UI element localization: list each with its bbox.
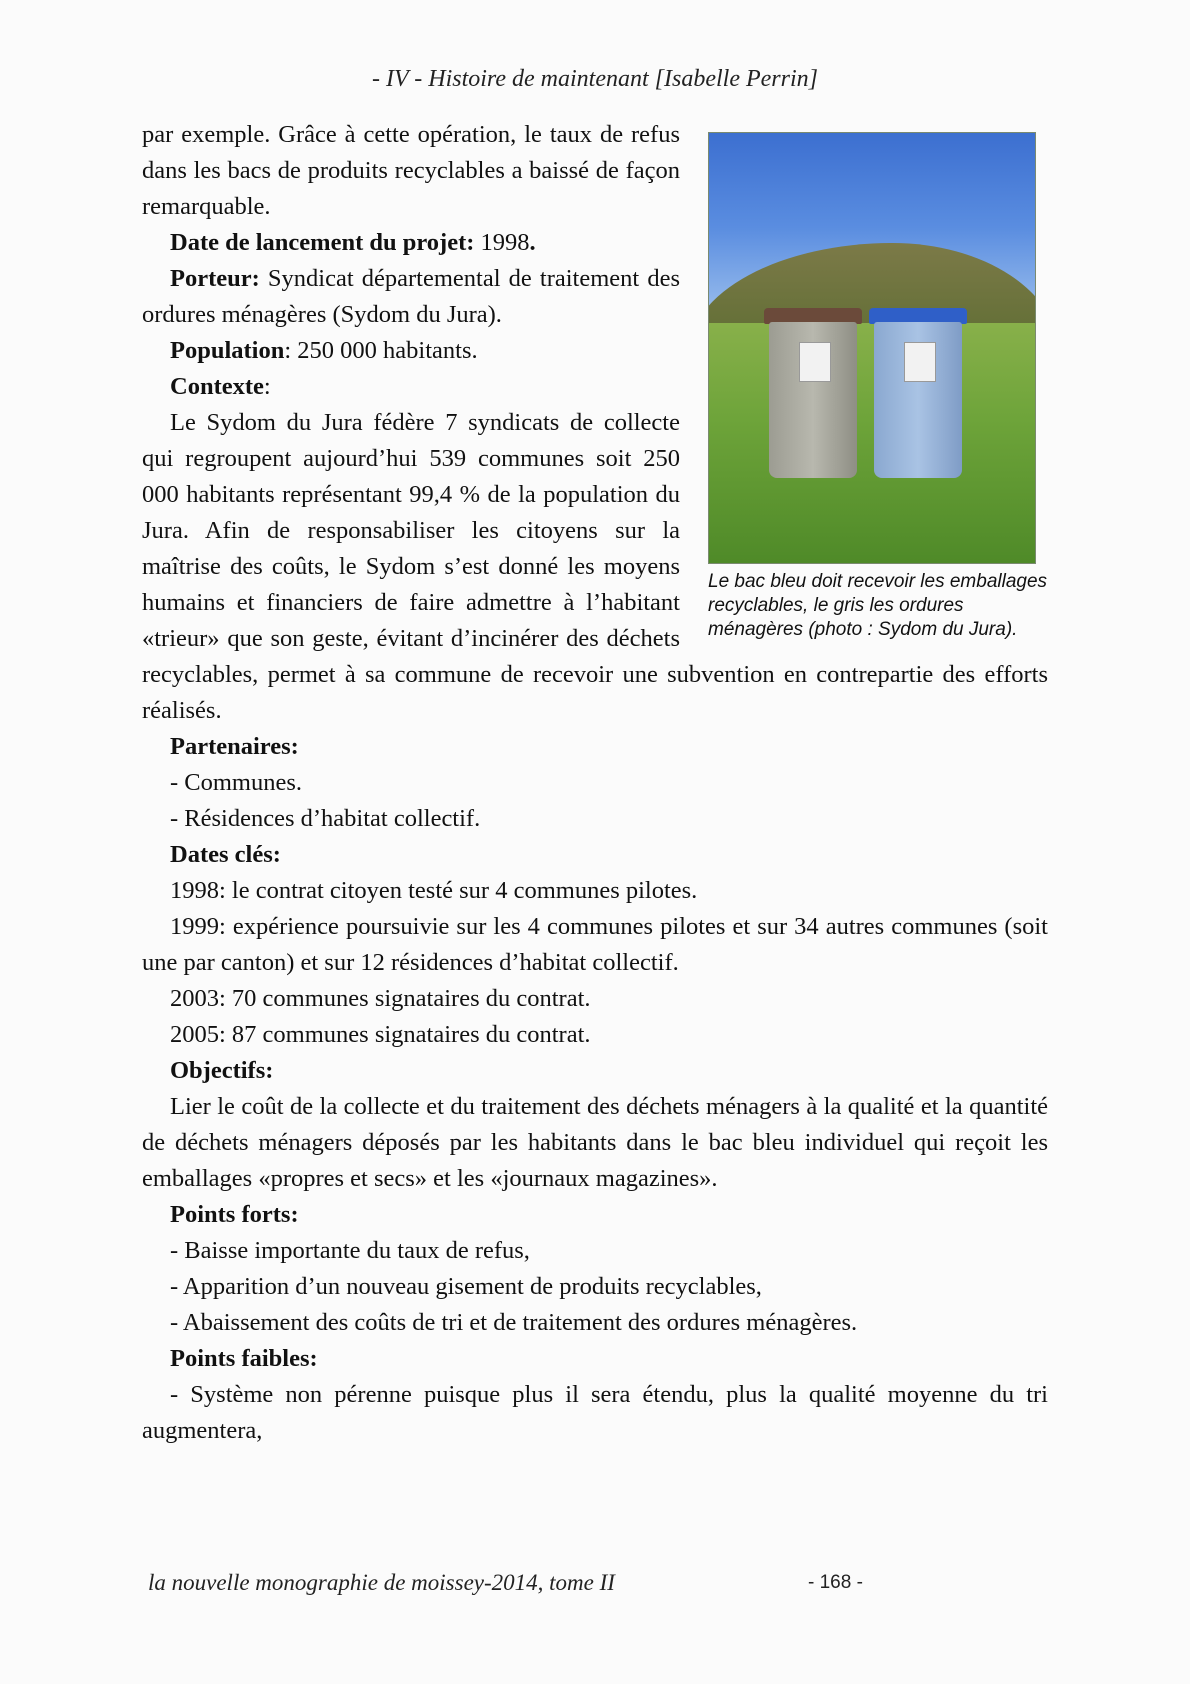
date-item: 1998: le contrat citoyen testé sur 4 communes pilotes.: [170, 877, 698, 904]
recycling-bins-photo: [708, 132, 1036, 564]
bin-logo-icon: [799, 342, 831, 382]
forts-label: Points forts:: [170, 1201, 299, 1228]
footer-book-title: la nouvelle monographie de moissey-2014, tome II: [148, 1570, 615, 1595]
page-number: - 168 -: [808, 1572, 863, 1593]
blue-bin: [874, 308, 962, 478]
list-item: - Communes.: [170, 769, 303, 796]
date-item: 2003: 70 communes signataires du contrat.: [170, 985, 591, 1012]
intro-paragraph: par exemple. Grâce à cette opération, le taux de refus dans les bacs de produits recyclables a baissé de façon remarquable.: [142, 121, 680, 220]
grass: [709, 323, 1035, 563]
page-body: [142, 117, 1048, 1449]
porteur-label: Porteur:: [170, 265, 260, 292]
launch-dot: .: [529, 229, 536, 256]
objectifs-paragraph: Lier le coût de la collecte et du traitement des déchets ménagers à la qualité et la quantité de déchets ménagers déposés par les habitants dans le bac bleu individuel qui reçoit les emballages «propres et secs» et les «journaux magazines».: [142, 1093, 1048, 1192]
contexte-colon: :: [263, 373, 271, 400]
figure: [708, 132, 1048, 642]
partenaires-label: Partenaires:: [170, 733, 299, 760]
list-item: - Abaissement des coûts de tri et de traitement des ordures ménagères.: [170, 1309, 858, 1336]
launch-value: 1998: [474, 229, 530, 256]
bin-logo-icon: [904, 342, 936, 382]
list-item: - Baisse importante du taux de refus,: [170, 1237, 530, 1264]
faibles-heading: [142, 1341, 1048, 1377]
running-header: - IV - Histoire de maintenant [Isabelle Perrin]: [372, 66, 818, 92]
population-value: : 250 000 habitants.: [284, 337, 478, 364]
objectifs-label: Objectifs:: [170, 1057, 274, 1084]
contexte-paragraph: Le Sydom du Jura fédère 7 syndicats de collecte qui regroupent aujourd’hui 539 communes soit 250 000 habitants représentant 99,4 % de la population du Jura. Afin de responsabiliser les citoyens sur la maîtrise des coûts, le Sydom s’est donné les moyens humains et financiers de faire admettre à l’habitant «trieur» que son geste, évitant d’incinérer des déchets recyclables, permet à sa commune de recevoir une subvention en contrepartie des efforts réalisés.: [142, 409, 1048, 724]
date-item: 1999: expérience poursuivie sur les 4 communes pilotes et sur 34 autres communes (soit une par canton) et sur 12 résidences d’habitat collectif.: [142, 913, 1048, 976]
objectifs-heading: [142, 1053, 1048, 1089]
partenaires-heading: [142, 729, 1048, 765]
list-item: - Système non pérenne puisque plus il sera étendu, plus la qualité moyenne du tri augmentera,: [142, 1381, 1048, 1444]
porteur-value: Syndicat départemental de traitement des ordures ménagères (Sydom du Jura).: [142, 265, 680, 328]
list-item: - Apparition d’un nouveau gisement de produits recyclables,: [170, 1273, 762, 1300]
dates-heading: [142, 837, 1048, 873]
gray-bin: [769, 308, 857, 478]
faibles-label: Points faibles:: [170, 1345, 318, 1372]
figure-caption: Le bac bleu doit recevoir les emballages recyclables, le gris les ordures ménagères (photo : Sydom du Jura).: [708, 571, 1048, 640]
date-item: 2005: 87 communes signataires du contrat.: [170, 1021, 591, 1048]
population-label: Population: [170, 337, 285, 364]
contexte-label: Contexte: [170, 373, 264, 400]
list-item: - Résidences d’habitat collectif.: [170, 805, 481, 832]
launch-label: Date de lancement du projet:: [170, 229, 475, 256]
forts-heading: [142, 1197, 1048, 1233]
dates-label: Dates clés:: [170, 841, 281, 868]
